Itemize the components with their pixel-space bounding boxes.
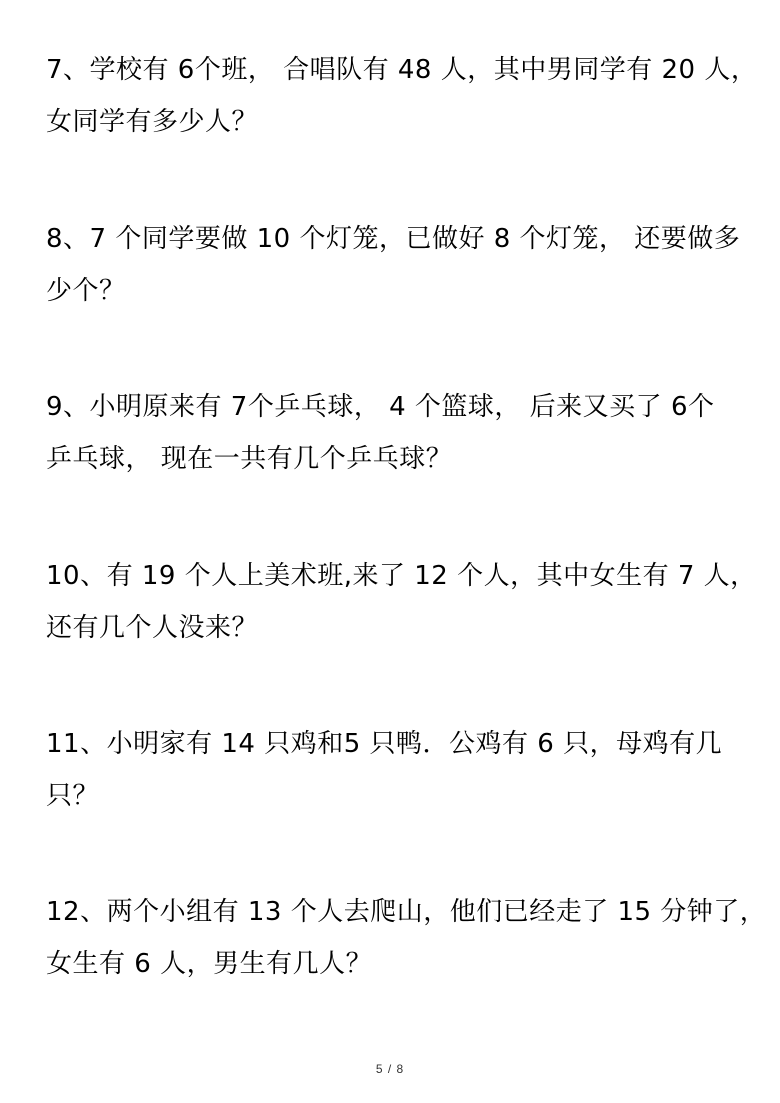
question-7-line-1: 7、学校有 6个班， 合唱队有 48 人，其中男同学有 20 人，	[46, 55, 758, 85]
question-10	[46, 550, 757, 654]
question-10-line-1: 10、有 19 个人上美术班,来了 12 个人，其中女生有 7 人，	[46, 561, 757, 591]
question-8-line-2: 少个？	[46, 276, 126, 306]
question-11	[46, 718, 736, 822]
question-11-line-2: 只？	[46, 781, 100, 811]
question-9-line-2: 乒乓球， 现在一共有几个乒乓球？	[46, 444, 453, 474]
question-9-line-1: 9、小明原来有 7个乒乓球， 4 个篮球， 后来又买了 6个	[46, 392, 715, 422]
question-12-line-1: 12、两个小组有 13 个人去爬山，他们已经走了 15 分钟了，	[46, 897, 767, 927]
page-number: 5 / 8	[375, 1062, 405, 1076]
question-12	[46, 886, 767, 990]
question-8	[46, 213, 741, 317]
question-12-line-2: 女生有 6 人，男生有几人？	[46, 949, 373, 979]
question-7	[46, 44, 758, 148]
question-9	[46, 381, 736, 485]
question-7-line-2: 女同学有多少人？	[46, 107, 259, 137]
question-10-line-2: 还有几个人没来？	[46, 613, 259, 643]
question-11-line-1: 11、小明家有 14 只鸡和5 只鸭．公鸡有 6 只，母鸡有几	[46, 729, 723, 759]
question-8-line-1: 8、7 个同学要做 10 个灯笼，已做好 8 个灯笼， 还要做多	[46, 224, 741, 254]
